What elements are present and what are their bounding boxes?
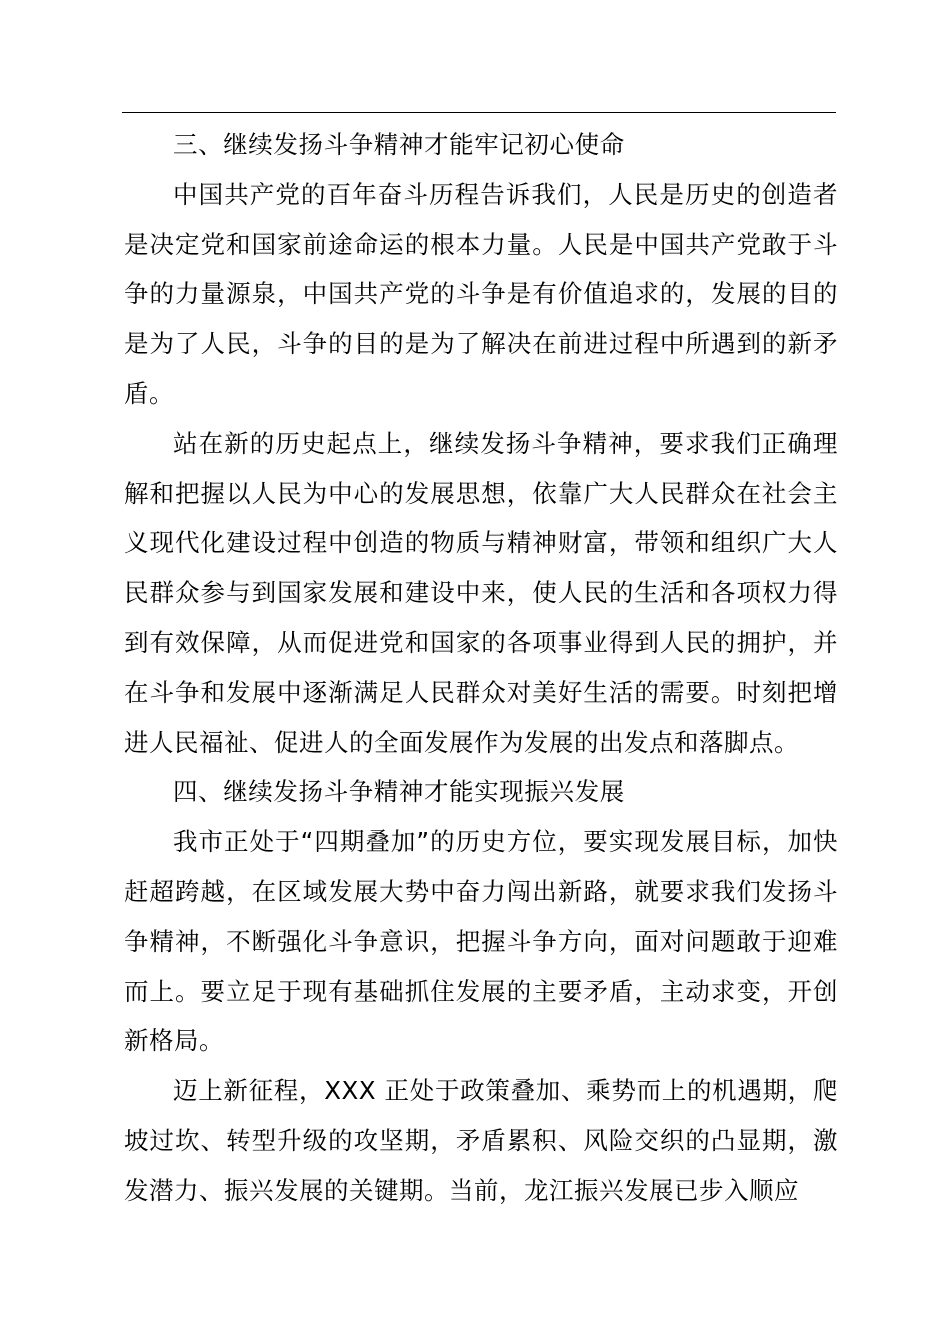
- section-four-paragraph-2: 迈上新征程，XXX 正处于政策叠加、乘势而上的机遇期，爬坡过坎、转型升级的攻坚期，矛盾累积、风险交织的凸显期，激发潜力、振兴发展的关键期。当前，龙江振兴发展已步入顺应: [124, 1076, 838, 1205]
- section-four-paragraph-1: 我市正处于“四期叠加”的历史方位，要实现发展目标，加快赶超跨越，在区域发展大势中奋力闯出新路，就要求我们发扬斗争精神，不断强化斗争意识，把握斗争方向，面对问题敢于迎难而上。要立足于现有基础抓住发展的主要矛盾，主动求变，开创新格局。: [124, 827, 838, 1056]
- section-three-paragraph-2: 站在新的历史起点上，继续发扬斗争精神，要求我们正确理解和把握以人民为中心的发展思想，依靠广大人民群众在社会主义现代化建设过程中创造的物质与精神财富，带领和组织广大人民群众参与到国家发展和建设中来，使人民的生活和各项权力得到有效保障，从而促进党和国家的各项事业得到人民的拥护，并在斗争和发展中逐渐满足人民群众对美好生活的需要。时刻把增进人民福祉、促进人的全面发展作为发展的出发点和落脚点。: [124, 428, 838, 757]
- section-three-heading: 三、继续发扬斗争精神才能牢记初心使命: [173, 130, 625, 159]
- header-rule: [122, 112, 836, 113]
- section-three-paragraph-1: 中国共产党的百年奋斗历程告诉我们，人民是历史的创造者是决定党和国家前途命运的根本力量。人民是中国共产党敢于斗争的力量源泉，中国共产党的斗争是有价值追求的，发展的目的是为了人民，斗争的目的是为了解决在前进过程中所遇到的新矛盾。: [124, 179, 838, 408]
- section-four-heading: 四、继续发扬斗争精神才能实现振兴发展: [173, 777, 625, 807]
- document-body: [124, 120, 838, 1216]
